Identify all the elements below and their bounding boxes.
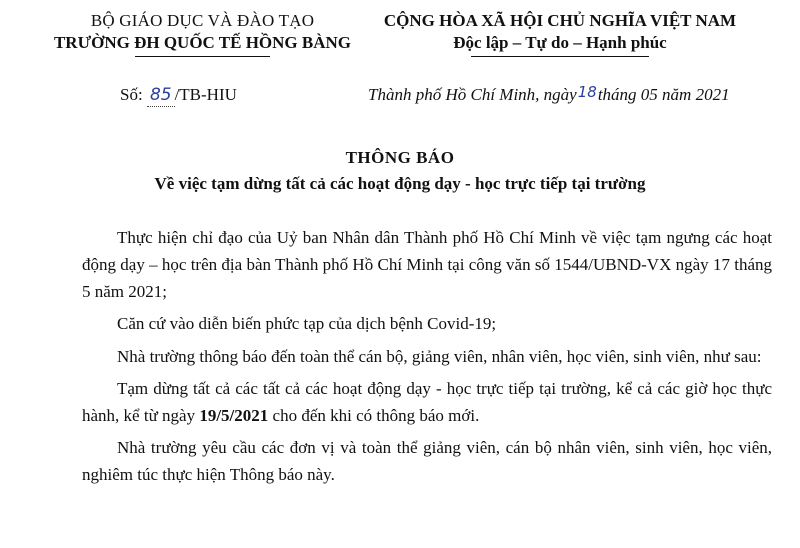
national-header [345,10,775,57]
suspension-text-after: cho đến khi có thông báo mới. [268,406,480,425]
document-number [120,84,237,107]
paragraph-requirement: Nhà trường yêu cầu các đơn vị và toàn thể giảng viên, cán bộ nhân viên, sinh viên, học viên, nghiêm túc thực hiện Thông báo này. [82,438,772,484]
ministry-name: BỘ GIÁO DỤC VÀ ĐÀO TẠO [90,11,315,30]
document-title: THÔNG BÁO [345,148,455,167]
paragraph-announcement: Nhà trường thông báo đến toàn thể cán bộ, giảng viên, nhân viên, học viên, sinh viên, như sau: [117,347,762,366]
document-body [82,224,772,493]
doc-number-handwritten: 85 [147,84,175,107]
header-right-divider [471,56,649,57]
suspension-text-before: Tạm dừng tất cả các tất cả các hoạt động dạy - học trực tiếp tại trường, kể cả các giờ học thực hành, kể từ ngày [82,379,772,425]
place-date-before: Thành phố Hồ Chí Minh, ngày [368,85,577,104]
day-handwritten: 18 [577,83,597,101]
issuer-header [40,10,365,57]
republic-name: CỘNG HÒA XÃ HỘI CHỦ NGHĨA VIỆT NAM [383,11,737,30]
place-and-date [368,84,730,106]
header-left-divider [135,56,270,57]
paragraph-directive: Thực hiện chỉ đạo của Uỷ ban Nhân dân Thành phố Hồ Chí Minh về việc tạm ngưng các hoạt động dạy – học trên địa bàn Thành phố Hồ Chí Minh tại công văn số 1544/UBND-VX ngày 17 tháng 5 năm 2021; [82,228,772,301]
document-subject: Về việc tạm dừng tất cả các hoạt động dạy - học trực tiếp tại trường [154,174,646,193]
suspension-date: 19/5/2021 [199,406,269,425]
school-name: TRƯỜNG ĐH QUỐC TẾ HỒNG BÀNG [53,33,352,52]
paragraph-basis: Căn cứ vào diễn biến phức tạp của dịch bệnh Covid-19; [117,314,497,333]
doc-number-prefix: Số: [120,85,143,104]
doc-number-suffix: /TB-HIU [174,85,237,104]
place-date-after: tháng 05 năm 2021 [597,85,730,104]
national-motto: Độc lập – Tự do – Hạnh phúc [453,33,667,52]
paragraph-suspension [82,375,772,429]
